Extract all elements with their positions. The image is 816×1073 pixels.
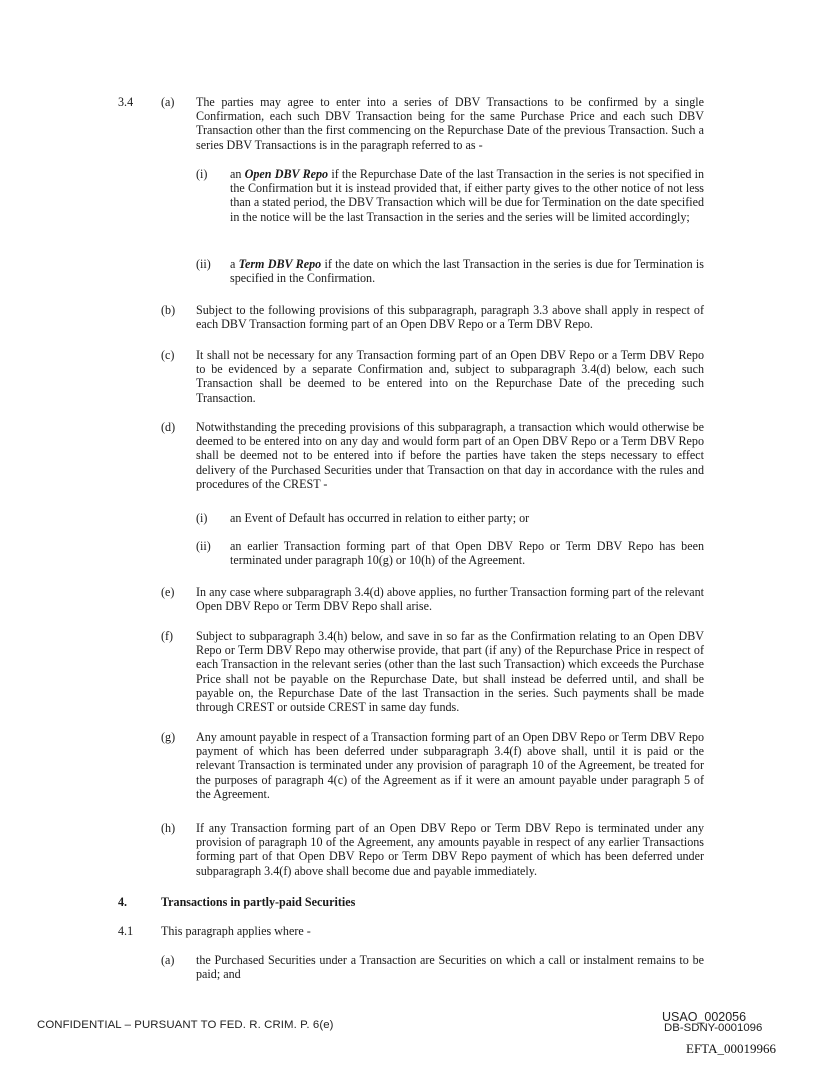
item-label: (a) (161, 95, 175, 109)
paragraph-3-4-f: Subject to subparagraph 3.4(h) below, and save in so far as the Confirmation relating to an Open DBV Repo or Term DBV Repo may otherwise provide, that part (if any) of the Repurchase Price in respect of each Transaction in the relevant series (other than the last such Transaction) which exceeds the Purchase Price shall not be payable on the Repurchase Date, but shall instead be deferred until, and shall be payable on, the Repurchase Date of the last Transaction in the series. Such payments shall be made through CREST or outside CREST in same day funds. (196, 629, 704, 715)
section-number: 4.1 (118, 924, 134, 938)
paragraph-3-4-a-i (230, 167, 704, 224)
paragraph-3-4-a-ii (230, 257, 704, 285)
paragraph-4-1: This paragraph applies where - (161, 924, 311, 938)
item-label: (f) (161, 629, 174, 643)
paragraph-3-4-g: Any amount payable in respect of a Transaction forming part of an Open DBV Repo or Term DBV Repo payment of which has been deferred under subparagraph 3.4(f) above shall, until it is paid or the relevant Transaction is terminated under any provision of paragraph 10 of the Agreement, be treated for the purposes of paragraph 4(c) of the Agreement as if it were an amount payable under paragraph 5 of the Agreement. (196, 730, 704, 801)
item-label: (ii) (196, 539, 211, 553)
paragraph-3-4-d-ii: an earlier Transaction forming part of that Open DBV Repo or Term DBV Repo has been terminated under paragraph 10(g) or 10(h) of the Agreement. (230, 539, 704, 568)
paragraph-3-4-b: Subject to the following provisions of this subparagraph, paragraph 3.3 above shall apply in respect of each DBV Transaction forming part of an Open DBV Repo or a Term DBV Repo. (196, 303, 704, 332)
section-number: 4. (118, 895, 128, 909)
paragraph-3-4-a: The parties may agree to enter into a series of DBV Transactions to be confirmed by a single Confirmation, each such DBV Transaction being for the same Purchase Price and each such DBV Transaction other than the first commencing on the Repurchase Date of the previous Transaction. Such a series DBV Transactions is in the paragraph referred to as - (196, 95, 704, 152)
item-label: (d) (161, 420, 176, 434)
defined-term: Term DBV Repo (238, 257, 322, 271)
item-label: (c) (161, 348, 175, 362)
item-label: (g) (161, 730, 176, 744)
efta-number: EFTA_00019966 (686, 1041, 776, 1056)
lead-word: an (230, 167, 242, 181)
item-label: (b) (161, 303, 176, 317)
section-heading: Transactions in partly-paid Securities (161, 895, 356, 909)
paragraph-3-4-d-i: an Event of Default has occurred in relation to either party; or (230, 511, 530, 525)
item-text: if the Repurchase Date of the last Transaction in the series is not specified in the Confirmation but it is instead provided that, if either party gives to the other notice of not less than a stated period, the DBV Transaction which will be due for Termination on the date specified in the notice will be the last Transaction in the series and the series will be limited accordingly; (230, 167, 704, 224)
paragraph-3-4-d: Notwithstanding the preceding provisions of this subparagraph, a transaction which would otherwise be deemed to be entered into on any day and would form part of an Open DBV Repo or a Term DBV Repo shall be deemed not to be entered into if before the parties have taken the steps necessary to effect delivery of the Purchased Securities under that Transaction on that day in accordance with the rules and procedures of the CREST - (196, 420, 704, 491)
item-label: (h) (161, 821, 176, 835)
paragraph-4-1-a: the Purchased Securities under a Transaction are Securities on which a call or instalment remains to be paid; and (196, 953, 704, 982)
bates-usao: USAO_002056 (662, 1010, 747, 1024)
paragraph-3-4-c: It shall not be necessary for any Transaction forming part of an Open DBV Repo or a Term DBV Repo to be evidenced by a separate Confirmation and, subject to subparagraph 3.4(d) below, each such Transaction shall be deemed to be entered into on the Repurchase Date of the preceding such Transaction. (196, 348, 704, 405)
defined-term: Open DBV Repo (244, 167, 329, 181)
item-text: if the date on which the last Transaction in the series is due for Termination is specified in the Confirmation. (230, 257, 704, 286)
section-number: 3.4 (118, 95, 134, 109)
item-label: (e) (161, 585, 175, 599)
paragraph-3-4-h: If any Transaction forming part of an Open DBV Repo or Term DBV Repo is terminated under any provision of paragraph 10 of the Agreement, any amounts payable in respect of any earlier Transactions forming part of that Open DBV Repo or Term DBV Repo payment of which has been deferred under subparagraph 3.4(f) above shall become due and payable immediately. (196, 821, 704, 878)
paragraph-3-4-e: In any case where subparagraph 3.4(d) above applies, no further Transaction forming part of the relevant Open DBV Repo or Term DBV Repo shall arise. (196, 585, 704, 614)
item-label: (ii) (196, 257, 211, 271)
lead-word: a (230, 257, 236, 271)
item-label: (a) (161, 953, 175, 967)
bates-sdny: DB-SDNY-0001096 (664, 1022, 763, 1034)
confidential-notice: CONFIDENTIAL – PURSUANT TO FED. R. CRIM. P. 6(e) (37, 1019, 334, 1031)
item-label: (i) (196, 511, 208, 525)
item-label: (i) (196, 167, 208, 181)
